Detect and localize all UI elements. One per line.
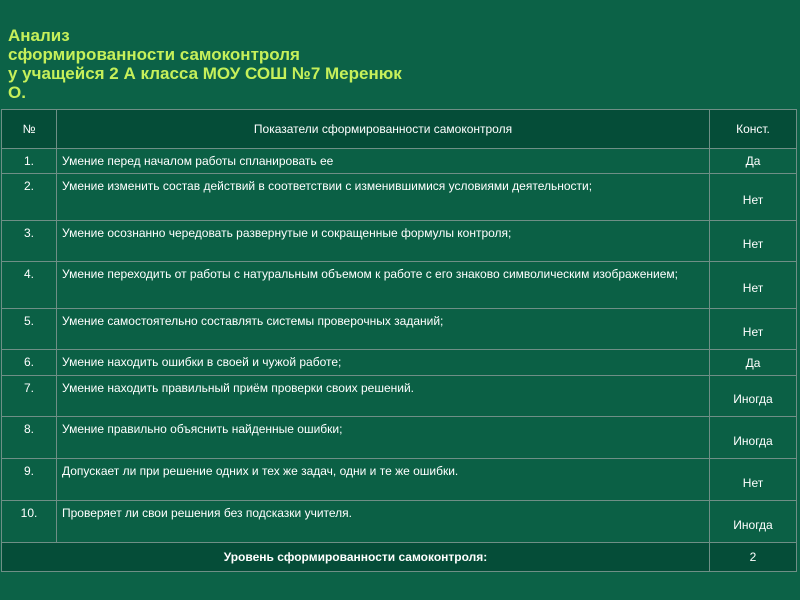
row-text: Допускает ли при решение одних и тех же задач, одни и те же ошибки. <box>57 459 710 501</box>
table-row <box>2 149 797 174</box>
table-row <box>2 376 797 417</box>
table-header <box>2 110 797 149</box>
row-number: 6. <box>2 350 57 376</box>
table-row <box>2 262 797 309</box>
header-indicator: Показатели сформированности самоконтроля <box>57 110 710 149</box>
row-text: Умение находить ошибки в своей и чужой работе; <box>57 350 710 376</box>
row-text: Умение правильно объяснить найденные ошибки; <box>57 417 710 459</box>
row-value: Нет <box>710 221 797 262</box>
footer-label: Уровень сформированности самоконтроля: <box>2 543 710 572</box>
row-number: 8. <box>2 417 57 459</box>
row-number: 7. <box>2 376 57 417</box>
row-text: Умение перед началом работы спланировать ее <box>57 149 710 174</box>
row-text: Умение самостоятельно составлять системы проверочных заданий; <box>57 309 710 350</box>
row-value: Да <box>710 149 797 174</box>
table-row <box>2 459 797 501</box>
row-number: 4. <box>2 262 57 309</box>
row-value: Да <box>710 350 797 376</box>
table-body <box>2 149 797 543</box>
row-text: Умение изменить состав действий в соответствии с изменившимися условиями деятельности; <box>57 174 710 221</box>
row-value: Нет <box>710 459 797 501</box>
table-row <box>2 309 797 350</box>
row-text: Умение переходить от работы с натуральным объемом к работе с его знаково символическим изображением; <box>57 262 710 309</box>
row-number: 10. <box>2 501 57 543</box>
row-value: Иногда <box>710 417 797 459</box>
row-text: Умение осознанно чередовать развернутые и сокращенные формулы контроля; <box>57 221 710 262</box>
header-value: Конст. <box>710 110 797 149</box>
row-number: 5. <box>2 309 57 350</box>
table-row <box>2 174 797 221</box>
slide-title: Анализ сформированности самоконтроля у учащейся 2 А класса МОУ СОШ №7 Меренюк О. <box>8 26 402 102</box>
row-value: Нет <box>710 262 797 309</box>
footer-row <box>2 543 797 572</box>
row-text: Проверяет ли свои решения без подсказки учителя. <box>57 501 710 543</box>
table-row <box>2 350 797 376</box>
header-number: № <box>2 110 57 149</box>
row-value: Иногда <box>710 501 797 543</box>
header-row <box>2 110 797 149</box>
row-number: 1. <box>2 149 57 174</box>
table-row <box>2 417 797 459</box>
row-value: Нет <box>710 174 797 221</box>
footer-value: 2 <box>710 543 797 572</box>
self-control-table <box>1 109 797 572</box>
table-row <box>2 501 797 543</box>
table-footer <box>2 543 797 572</box>
row-value: Иногда <box>710 376 797 417</box>
row-text: Умение находить правильный приём проверки своих решений. <box>57 376 710 417</box>
row-number: 9. <box>2 459 57 501</box>
row-value: Нет <box>710 309 797 350</box>
row-number: 3. <box>2 221 57 262</box>
table-row <box>2 221 797 262</box>
row-number: 2. <box>2 174 57 221</box>
